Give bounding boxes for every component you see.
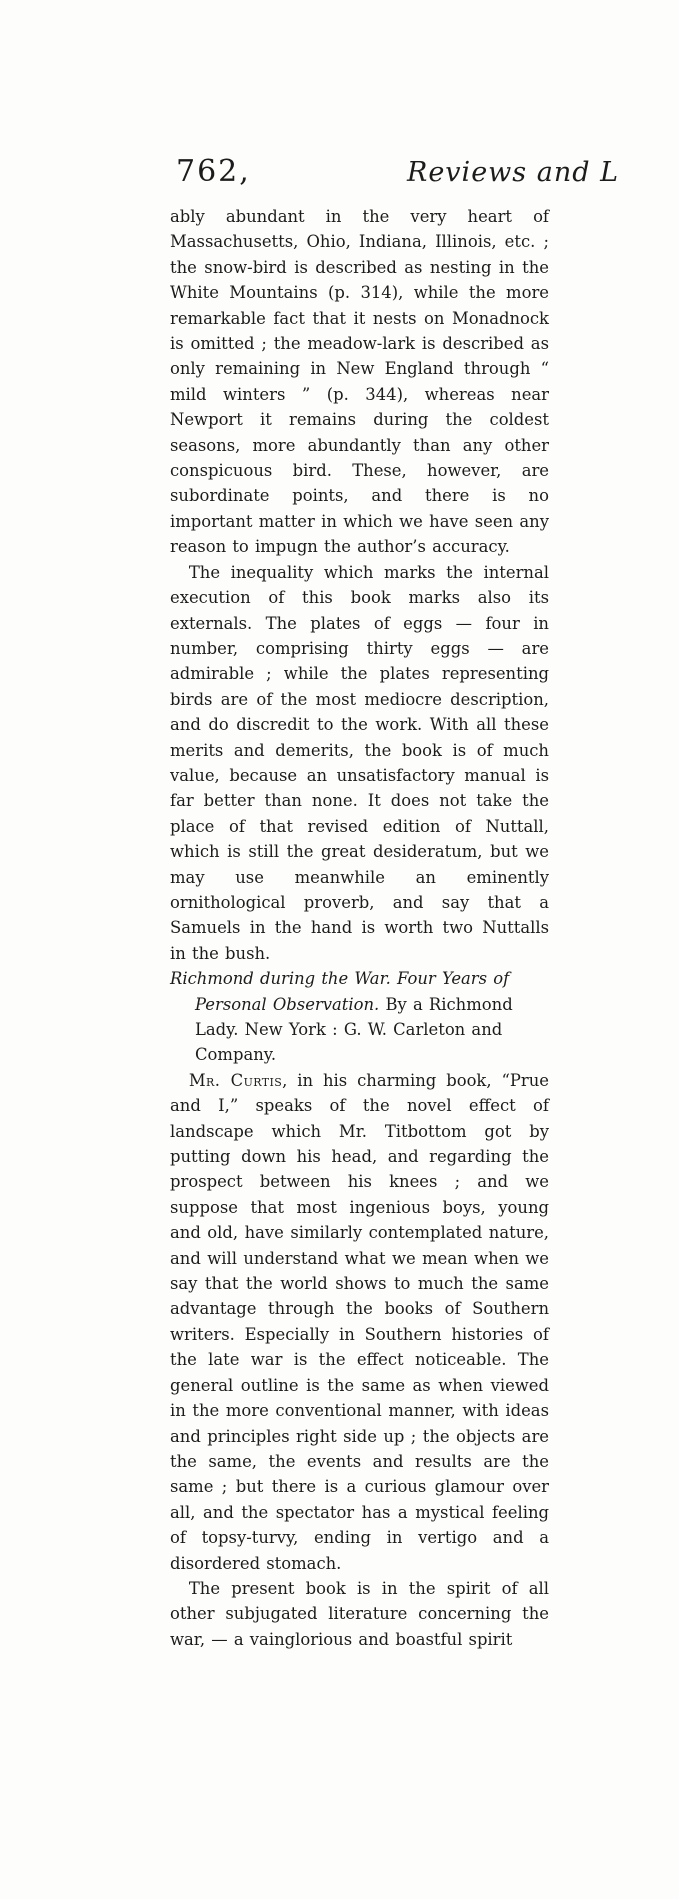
book-citation	[170, 966, 549, 1068]
running-title: Reviews and L	[407, 157, 620, 188]
page-number: 762,	[176, 154, 251, 189]
paragraph: The present book is in the spirit of all other subjugated literature concerning the war, — a vainglorious and boastful spirit	[170, 1578, 549, 1649]
paragraph-text: , in his charming book, “Prue and I,” speaks of the novel effect of landscape which Mr. Titbottom got by putting down his head, and regarding the prospect between his knees ; and we suppose that most ingenious boys, young and old, have similarly contemplated nature, and will understand what we mean when we say that the world shows to much the same advantage through the books of Southern writers. Especially in Southern histories of the late war is the effect noticeable. The general outline is the same as when viewed in the more conventional manner, with ideas and principles right side up ; the objects are the same, the events and results are the same ; but there is a curious glamour over all, and the spectator has a mystical feeling of topsy-turvy, ending in vertigo and a disordered stomach.	[170, 1070, 549, 1573]
citation-publisher: By a Richmond Lady. New York : G. W. Carleton and Company.	[195, 994, 513, 1065]
text-column	[170, 204, 549, 1652]
page-header	[0, 152, 679, 200]
author-name-smallcaps: Mr. Curtis	[188, 1070, 283, 1090]
citation-title: Richmond during the War. Four Years of Personal Observation.	[170, 969, 510, 1014]
paragraph	[170, 1068, 549, 1576]
paragraph-continuation: ably abundant in the very heart of Massachusetts, Ohio, Indiana, Illinois, etc. ; the snow-bird is described as nesting in the White Mountains (p. 314), while the more remarkable fact that it nests on Monadnock is omitted ; the meadow-lark is described as only remaining in New England through “ mild winters ” (p. 344), whereas near Newport it remains during the coldest seasons, more abundantly than any other conspicuous bird. These, however, are subordinate points, and there is no important matter in which we have seen any reason to impugn the author’s accuracy.	[170, 207, 549, 557]
paragraph: The inequality which marks the internal execution of this book marks also its externals. The plates of eggs — four in number, comprising thirty eggs — are admirable ; while the plates representing birds are of the most mediocre description, and do discredit to the work. With all these merits and demerits, the book is of much value, because an unsatisfactory manual is far better than none. It does not take the place of that revised edition of Nuttall, which is still the great desideratum, but we may use meanwhile an eminently ornithological proverb, and say that a Samuels in the hand is worth two Nuttalls in the bush.	[170, 562, 549, 963]
